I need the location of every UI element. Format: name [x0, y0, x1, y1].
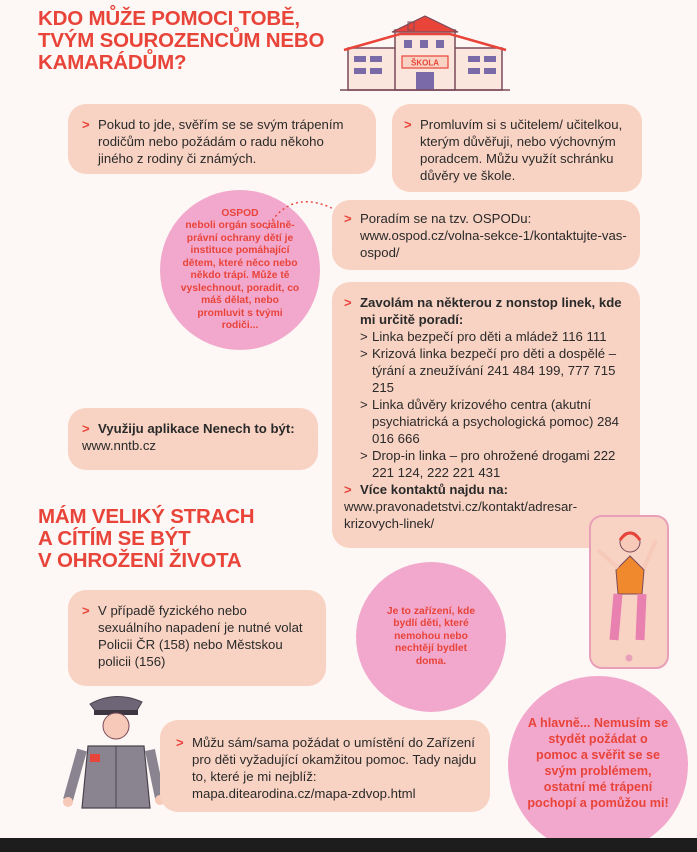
arrow-icon: > — [82, 421, 90, 436]
card-hotlines: > Zavolám na některou z nonstop linek, kde mi určitě poradí: > Linka bezpečí pro děti a mládež 116 111 > Krizová linka bezpečí pro děti a dospělé – týrání a zneužívání 241 484 199, 777 715 215 > Linka důvěry krizového centra (akutní psychiatrická a psychologická pomoc) 284 016 666 > Drop-in linka – pro ohrožené drogami 222 221 124, 222 221 431 > Více kontaktů najdu na: www.pravonadetstvi.cz/kontakt/adresar-krizovych-linek/ — [332, 282, 640, 548]
arrow-icon: > — [404, 117, 412, 132]
facility-info-circle: Je to zařízení, kde bydlí děti, které nemohou nebo nechtějí bydlet doma. — [356, 562, 506, 712]
facility-url-link[interactable]: mapa.ditearodina.cz/mapa-zdvop.html — [192, 786, 416, 801]
arrow-icon: > — [344, 482, 352, 497]
facility-text: Můžu sám/sama požádat o umístění do Zařízení pro děti vyžadující okamžitou pomoc. Tady najdu to, které je mi nejblíž: — [192, 735, 477, 784]
school-illustration — [340, 12, 510, 94]
police-officer-illustration — [60, 690, 170, 830]
arrow-icon: > — [82, 603, 90, 618]
app-label: Využiju aplikace Nenech to být: — [98, 421, 295, 436]
arrow-icon: > — [82, 117, 90, 132]
arrow-icon: > — [344, 295, 352, 310]
card-parents: > Pokud to jde, svěřím se se svým trápením rodičům nebo požádám o radu někoho jiného z rodiny či známých. — [68, 104, 376, 174]
bottom-bar — [0, 838, 697, 852]
arrow-icon: > — [344, 211, 352, 226]
phone-illustration — [584, 512, 674, 672]
card-facility — [160, 720, 490, 812]
arrow-icon: > — [176, 735, 184, 750]
ospod-line: Poradím se na tzv. OSPODu: — [360, 211, 532, 226]
more-contacts-url-link[interactable]: www.pravonadetstvi.cz/kontakt/adresar-krizovych-linek/ — [344, 499, 578, 531]
school-sign-text: ŠKOLA — [411, 58, 439, 68]
heading-who-can-help: KDO MŮŽE POMOCI TOBĚ, TVÝM SOUROZENCŮM NEBO KAMARÁDŮM? — [38, 7, 325, 74]
card-ospod — [332, 200, 640, 270]
hotline-item: Drop-in linka – pro ohrožené drogami 222 221 124, 222 221 431 — [372, 448, 616, 480]
hotlines-intro: Zavolám na některou z nonstop linek, kde mi určitě poradí: — [360, 295, 622, 327]
app-url-link[interactable]: www.nntb.cz — [82, 438, 157, 453]
card-app — [68, 408, 318, 470]
hotline-item: Linka bezpečí pro děti a mládež 116 111 — [372, 329, 607, 344]
ospod-circle-text: neboli orgán sociálně-právní ochrany dětí je instituce pomáhající dětem, které něco nebo někdo trápí. Může tě vyslechnout, poradit, co máš dělat, nebo promluvit s tvými rodiči... — [180, 220, 300, 331]
hotline-item: Krizová linka bezpečí pro děti a dospělé – týrání a zneužívání 241 484 199, 777 715 215 — [372, 346, 617, 395]
ospod-circle-title: OSPOD — [221, 207, 259, 219]
more-contacts-label: Více kontaktů najdu na: — [360, 482, 509, 497]
ospod-url-link[interactable]: www.ospod.cz/volna-sekce-1/kontaktujte-vas-ospod/ — [360, 228, 627, 260]
heading-danger: MÁM VELIKÝ STRACH A CÍTÍM SE BÝT V OHROŽENÍ ŽIVOTA — [38, 505, 255, 572]
hotline-item: Linka důvěry krizového centra (akutní psychiatrická a psychologická pomoc) 284 016 666 — [372, 397, 620, 446]
card-police: > V případě fyzického nebo sexuálního napadení je nutné volat Policii ČR (158) nebo Městskou policii (156) — [68, 590, 326, 686]
card-teacher: > Promluvím si s učitelem/ učitelkou, kterým důvěřuji, nebo výchovným poradcem. Můžu využít schránku důvěry ve škole. — [392, 104, 642, 192]
main-message-circle: A hlavně... Nemusím se stydět požádat o pomoc a svěřit se se svým problémem, ostatní mé trápení pochopí a pomůžou mi! — [508, 676, 688, 852]
